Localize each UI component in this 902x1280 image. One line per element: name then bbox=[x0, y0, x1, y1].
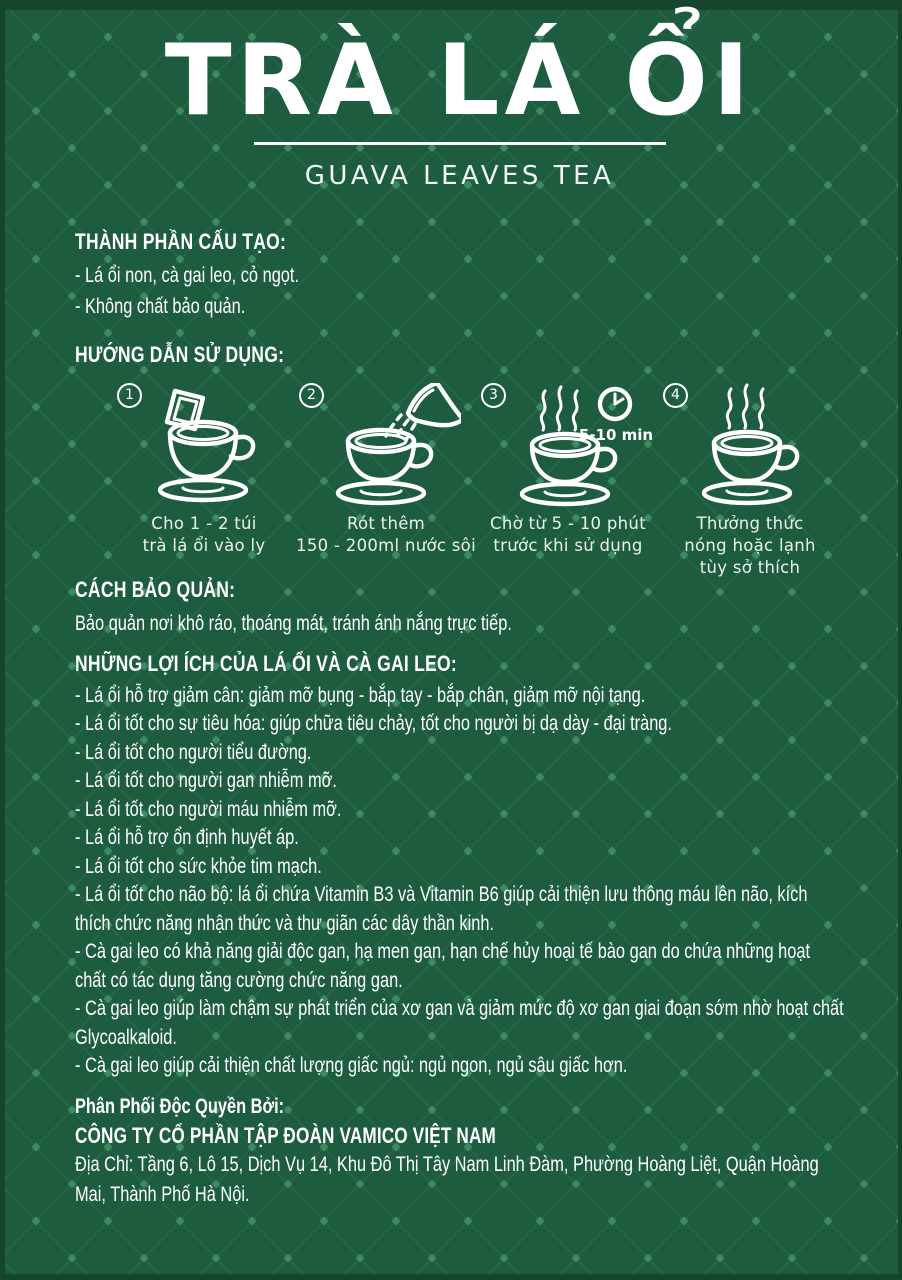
distributor-label: Phân Phối Độc Quyền Bởi: bbox=[75, 1094, 285, 1118]
step-number-badge: 2 bbox=[299, 383, 324, 408]
steaming-cup-icon bbox=[675, 383, 825, 511]
benefit-item: - Lá ổi tốt cho người tiểu đường. bbox=[75, 740, 312, 764]
benefit-item: - Cà gai leo có khả năng giải độc gan, hạ men gan, hạn chế hủy hoại tế bào gan do chứa những hoạt chất có tác dụng tăng cường chức năng gan. bbox=[75, 940, 811, 992]
ingredient-item: - Lá ổi non, cà gai leo, cỏ ngọt. bbox=[75, 263, 300, 287]
title-divider bbox=[254, 142, 666, 145]
storage-heading: CÁCH BẢO QUẢN: bbox=[75, 576, 236, 602]
step-caption-line: Thưởng thức bbox=[696, 513, 804, 533]
ingredient-item: - Không chất bảo quản. bbox=[75, 294, 246, 318]
usage-steps-row bbox=[75, 373, 844, 577]
storage-section bbox=[75, 577, 844, 639]
timer-label: 5-10 min bbox=[578, 425, 654, 444]
benefit-item: - Lá ổi tốt cho sự tiêu hóa: giúp chữa tiêu chảy, tốt cho người bị dạ dày - đại tràng. bbox=[75, 712, 672, 736]
benefit-item: - Lá ổi tốt cho người máu nhiễm mỡ. bbox=[75, 797, 342, 821]
usage-step-1 bbox=[113, 379, 295, 577]
usage-step-2 bbox=[295, 379, 477, 577]
benefit-item: - Cà gai leo giúp cải thiện chất lượng giấc ngủ: ngủ ngon, ngủ sâu giấc hơn. bbox=[75, 1054, 628, 1078]
benefit-item: - Lá ổi hỗ trợ ổn định huyết áp. bbox=[75, 826, 299, 850]
usage-step-4 bbox=[659, 379, 841, 577]
step-caption-line: trước khi sử dụng bbox=[493, 535, 643, 555]
step-caption-line: nóng hoặc lạnh bbox=[684, 535, 816, 555]
steaming-cup-with-timer-icon bbox=[493, 383, 643, 511]
step-caption-line: 150 - 200ml nước sôi bbox=[296, 535, 476, 555]
distributor-company-name: CÔNG TY CỔ PHẦN TẬP ĐOÀN VAMICO VIỆT NAM bbox=[75, 1122, 496, 1148]
usage-step-3 bbox=[477, 379, 659, 577]
distributor-address: Địa Chỉ: Tầng 6, Lô 15, Dịch Vụ 14, Khu Đô Thị Tây Nam Linh Đàm, Phường Hoàng Liệt, Quận Hoàng Mai, Thành Phố Hà Nội. bbox=[75, 1152, 819, 1206]
usage-heading: HƯỚNG DẪN SỬ DỤNG: bbox=[75, 341, 285, 367]
step-number-badge: 3 bbox=[481, 383, 506, 408]
storage-text: Bảo quản nơi khô ráo, thoáng mát, tránh ánh nắng trực tiếp. bbox=[75, 611, 512, 635]
cup-with-kettle-pouring-icon bbox=[311, 383, 461, 511]
page-title: TRÀ LÁ ỔI bbox=[164, 24, 755, 138]
distributor-section bbox=[75, 1093, 844, 1210]
benefits-heading: NHỮNG LỢI ÍCH CỦA LÁ ỔI VÀ CÀ GAI LEO: bbox=[75, 650, 457, 676]
ingredients-section bbox=[75, 229, 844, 322]
step-caption-line: tùy sở thích bbox=[699, 557, 801, 577]
step-caption-line: Chờ từ 5 - 10 phút bbox=[490, 513, 646, 533]
step-caption-line: Cho 1 - 2 túi bbox=[151, 513, 257, 533]
benefit-item: - Lá ổi tốt cho não bộ: lá ổi chứa Vitamin B3 và Vitamin B6 giúp cải thiện lưu thông máu lên não, kích thích chức năng nhận thức và thư giãn các dây thần kinh. bbox=[75, 883, 808, 935]
benefits-section bbox=[75, 651, 844, 1081]
cup-with-teabag-icon bbox=[129, 383, 279, 511]
page-subtitle: GUAVA LEAVES TEA bbox=[304, 160, 615, 191]
benefit-item: - Lá ổi hỗ trợ giảm cân: giảm mỡ bụng - bắp tay - bắp chân, giảm mỡ nội tạng. bbox=[75, 683, 646, 707]
step-number-badge: 4 bbox=[663, 383, 688, 408]
step-caption-line: Rót thêm bbox=[346, 513, 426, 533]
benefit-item: - Lá ổi tốt cho sức khỏe tim mạch. bbox=[75, 854, 322, 878]
benefit-item: - Lá ổi tốt cho người gan nhiễm mỡ. bbox=[75, 769, 337, 793]
ingredients-heading: THÀNH PHẦN CẤU TẠO: bbox=[75, 228, 287, 254]
step-caption-line: trà lá ổi vào ly bbox=[142, 535, 266, 555]
benefits-list bbox=[75, 682, 844, 1081]
title-block bbox=[75, 24, 844, 191]
step-number-badge: 1 bbox=[117, 383, 142, 408]
usage-section bbox=[75, 342, 844, 577]
benefit-item: - Cà gai leo giúp làm chậm sự phát triển của xơ gan và giảm mức độ xơ gan giai đoạn sớm nhờ hoạt chất Glycoalkaloid. bbox=[75, 997, 844, 1049]
